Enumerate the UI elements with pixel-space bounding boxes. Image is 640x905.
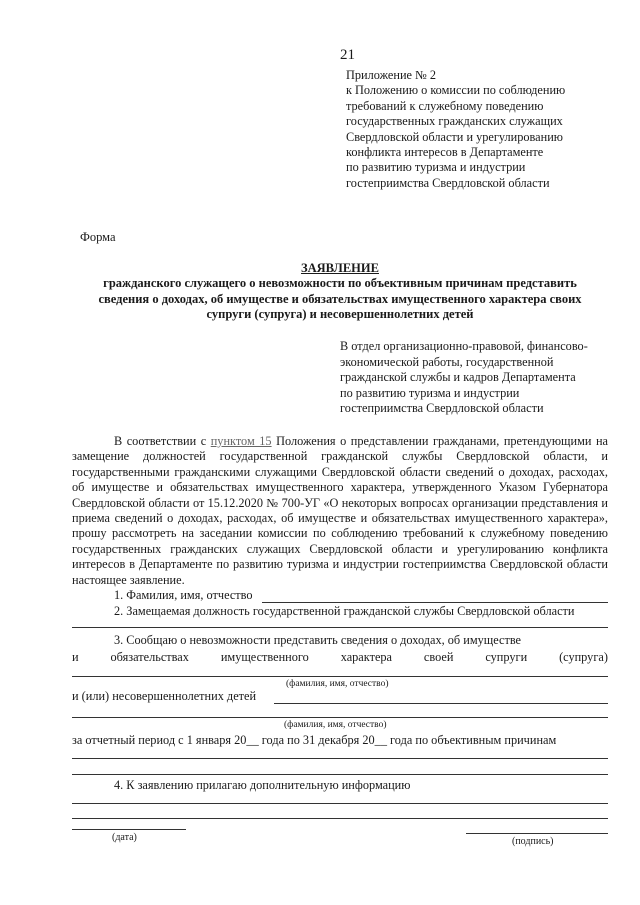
- item3-label: 3. Сообщаю о невозможности представить сведения о доходах, об имуществе: [114, 633, 522, 647]
- item3-word: супруги: [485, 650, 528, 664]
- title-line: гражданского служащего о невозможности по объективным причинам представить: [103, 276, 577, 291]
- item3-word: своей: [423, 650, 454, 664]
- children-label: и (или) несовершеннолетних детей: [72, 689, 257, 703]
- info-field-2[interactable]: [72, 818, 608, 819]
- fio-field[interactable]: [262, 602, 608, 603]
- item3-line2: [72, 650, 608, 665]
- item2-label: 2. Замещаемая должность государственной гражданской службы Свердловской области: [114, 604, 575, 618]
- appendix-line: Приложение № 2: [346, 68, 437, 82]
- reasons-field-1[interactable]: [72, 758, 608, 759]
- signature-field[interactable]: [466, 833, 608, 834]
- item4-label: 4. К заявлению прилагаю дополнительную информацию: [114, 778, 411, 792]
- date-caption: (дата): [112, 832, 137, 843]
- item3-word: имущественного: [220, 650, 309, 664]
- appendix-line: Свердловской области и урегулированию: [346, 129, 563, 144]
- clause-link[interactable]: пунктом 15: [210, 434, 272, 448]
- addressee-line: гостеприимства Свердловской области: [340, 401, 544, 416]
- item3-word: характера: [340, 650, 393, 664]
- addressee-line: по развитию туризма и индустрии: [340, 385, 520, 400]
- appendix-line: конфликта интересов в Департаменте: [346, 145, 544, 160]
- period-label: за отчетный период с 1 января 20__ года по 31 декабря 20__ года по объективным причинам: [72, 733, 557, 747]
- children-field-2[interactable]: [72, 717, 608, 718]
- addressee-line: гражданской службы и кадров Департамента: [340, 370, 576, 385]
- position-field[interactable]: [72, 627, 608, 628]
- statement-paragraph: [72, 434, 608, 588]
- title-line: сведения о доходах, об имуществе и обязательствах имущественного характера своих: [98, 291, 582, 306]
- addressee-line: экономической работы, государственной: [340, 354, 554, 369]
- signature-caption: (подпись): [512, 836, 554, 847]
- caption-fio-children: (фамилия, имя, отчество): [284, 720, 387, 730]
- appendix-line: к Положению о комиссии по соблюдению: [346, 83, 566, 98]
- item3-word: и: [72, 650, 79, 664]
- item1-label: 1. Фамилия, имя, отчество: [114, 588, 253, 602]
- addressee-line: В отдел организационно-правовой, финансово-: [340, 339, 588, 353]
- page-number: 21: [340, 47, 355, 63]
- title-line: супруги (супруга) и несовершеннолетних детей: [206, 307, 474, 322]
- info-field-1[interactable]: [72, 803, 608, 804]
- document-title: [60, 261, 620, 323]
- date-field[interactable]: [72, 829, 186, 830]
- form-label: Форма: [80, 230, 116, 244]
- item3-word: обязательствах: [110, 650, 189, 664]
- statement-text: Положения о представлении гражданами, претендующими на замещение должностей государственной гражданской службы Свердловской области, и государственными гражданскими служащими Свердловской области сведений о доходах, расходах, об имуществе и обязательствах имущественного характера, утвержденного Указом Губернатора Свердловской области от 15.12.2020 № 700-УГ «О некоторых вопросах организации представления и приема сведений о доходах, расходах, об имуществе и обязательствах имущественного характера», прошу рассмотреть на заседании комиссии по соблюдению требований к служебному поведению государственных гражданских служащих Свердловской области и урегулированию конфликта интересов в Департаменте по развитию туризма и индустрии гостеприимства Свердловской области настоящее заявление.: [72, 434, 608, 587]
- appendix-line: гостеприимства Свердловской области: [346, 175, 550, 190]
- addressee-block: [340, 339, 588, 417]
- appendix-note: [346, 68, 565, 191]
- appendix-line: требований к служебному поведению: [346, 98, 544, 113]
- spouse-field[interactable]: [72, 676, 608, 677]
- appendix-line: по развитию туризма и индустрии: [346, 160, 526, 175]
- reasons-field-2[interactable]: [72, 774, 608, 775]
- appendix-line: государственных гражданских служащих: [346, 114, 563, 129]
- item3-word: (супруга): [559, 650, 608, 664]
- statement-body: [72, 434, 608, 588]
- statement-intro: В соответствии с: [114, 434, 211, 448]
- title-heading: ЗАЯВЛЕНИЕ: [301, 261, 379, 275]
- children-field[interactable]: [274, 703, 608, 704]
- caption-fio-spouse: (фамилия, имя, отчество): [286, 679, 389, 689]
